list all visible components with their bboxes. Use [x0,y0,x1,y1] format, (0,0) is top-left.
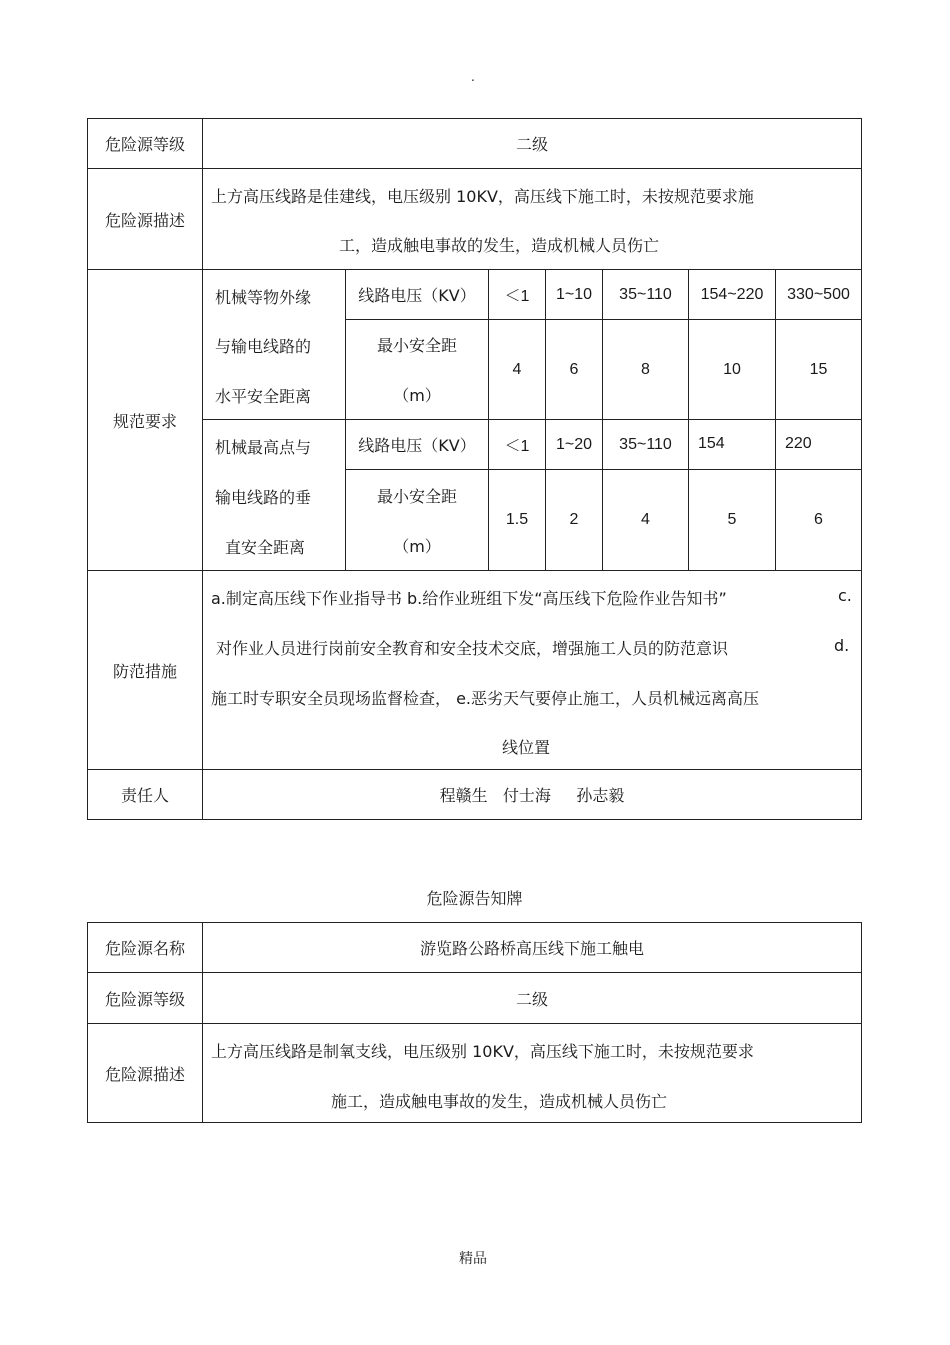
level-value-2: 二级 [515,989,548,1009]
spec-label: 规范要求 [112,411,177,431]
vertical-distance-cell: 1.5 [505,511,529,528]
measures-line: a.制定高压线下作业指导书 b.给作业班组下发“高压线下危险作业告知书” [211,589,727,608]
vertical-distance-cell: 5 [727,511,737,528]
vertical-title-line: 输电线路的垂 [215,488,312,507]
vertical-distance-cell: 6 [814,511,823,528]
horizontal-distance-cell: 6 [569,360,579,378]
description-2-line-1: 上方高压线路是制氧支线，电压级别 10KV，高压线下施工时，未按规范要求 [211,1042,754,1061]
horizontal-voltage-cell: 1~10 [555,285,593,303]
vertical-voltage-label: 线路电压（KV） [358,436,476,455]
measures-label: 防范措施 [112,661,177,681]
horizontal-title-line: 与输电线路的 [215,337,312,356]
horizontal-title-line: 机械等物外缘 [215,288,312,307]
vertical-distance-label: 最小安全距 [376,486,457,506]
vertical-voltage-cell: ＜1 [504,438,530,455]
vertical-voltage-cell: 220 [785,435,812,452]
level-label: 危险源等级 [104,135,185,154]
vertical-voltage-cell: 1~20 [555,435,593,453]
level-label-2: 危险源等级 [104,989,185,1009]
name-label: 危险源名称 [104,939,185,958]
horizontal-distance-cell: 15 [809,360,828,378]
footer-label: 精品 [459,1251,487,1267]
vertical-voltage-cell: 154 [698,435,725,452]
description-label: 危险源描述 [104,210,185,230]
horizontal-title-line: 水平安全距离 [215,387,312,406]
description-2-line-2: 施工，造成触电事故的发生，造成机械人员伤亡 [331,1092,668,1111]
vertical-distance-unit: （m） [393,536,441,556]
vertical-voltage-cell: 35~110 [619,435,672,453]
vertical-distance-cell: 2 [569,511,579,528]
horizontal-voltage-cell: 154~220 [700,285,764,303]
horizontal-voltage-label: 线路电压（KV） [358,286,476,305]
horizontal-distance-cell: 4 [512,360,522,378]
horizontal-voltage-cell: 35~110 [619,285,672,303]
description-line-2: 工，造成触电事故的发生，造成机械人员伤亡 [339,236,660,255]
vertical-title-line: 机械最高点与 [215,438,312,457]
sign-title: 危险源告知牌 [426,888,523,908]
responsible-value: 程赣生 付士海 孙志毅 [439,786,625,805]
horizontal-distance-cell: 10 [723,360,741,378]
responsible-label: 责任人 [120,786,169,805]
measures-line: d. [834,636,850,655]
header-dot: . [471,70,475,84]
measures-line: 对作业人员进行岗前安全教育和安全技术交底，增强施工人员的防范意识 [216,639,729,658]
vertical-title-line: 直安全距离 [225,538,306,557]
description-label-2: 危险源描述 [104,1064,185,1084]
horizontal-distance-cell: 8 [641,360,650,378]
level-value: 二级 [515,135,548,154]
horizontal-voltage-cell: ＜1 [504,288,530,305]
measures-line: 施工时专职安全员现场监督检查， e.恶劣天气要停止施工，人员机械远离高压 [211,689,760,708]
horizontal-distance-label: 最小安全距 [376,335,457,355]
description-line-1: 上方高压线路是佳建线，电压级别 10KV，高压线下施工时，未按规范要求施 [211,187,754,206]
horizontal-distance-unit: （m） [393,385,441,405]
horizontal-voltage-cell: 330~500 [787,285,850,303]
vertical-distance-cell: 4 [641,511,650,528]
measures-line: 线位置 [502,738,551,757]
measures-line: c. [838,586,852,605]
name-value: 游览路公路桥高压线下施工触电 [419,939,644,958]
